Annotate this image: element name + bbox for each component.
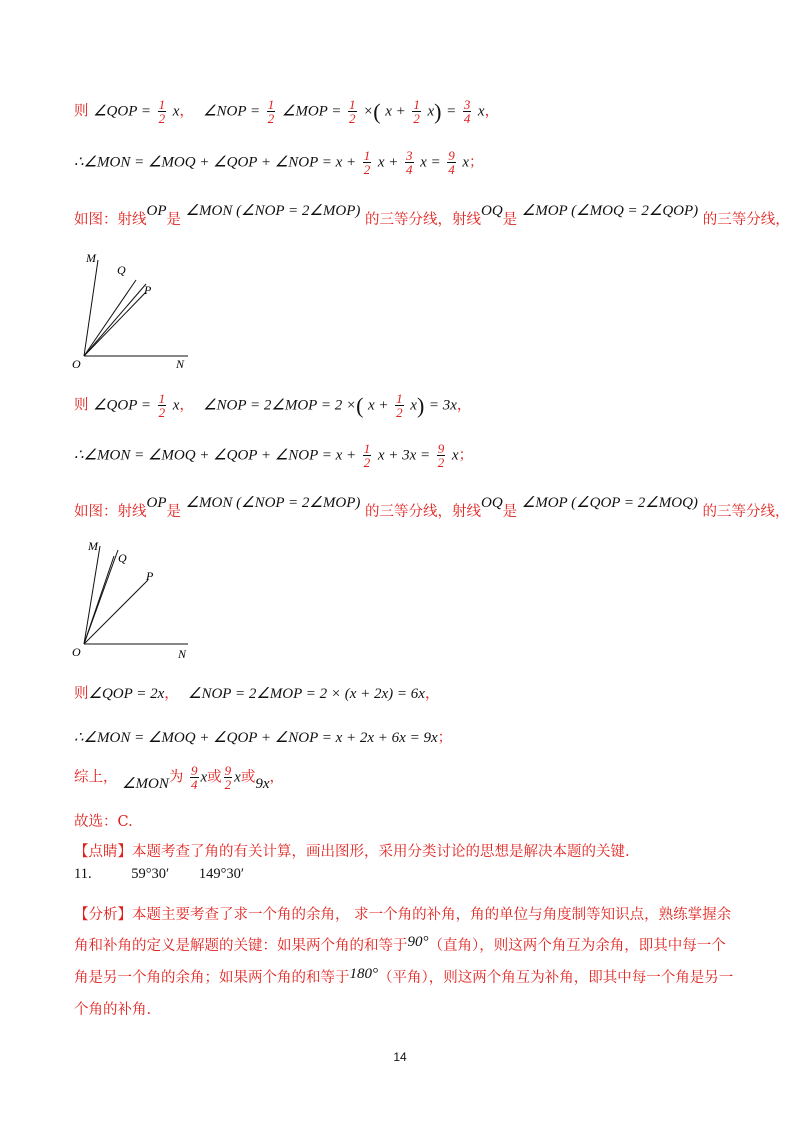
math-x: x	[172, 103, 180, 120]
label-q: Q	[117, 263, 126, 277]
math-x-plus: x + 3x =	[377, 447, 431, 464]
text-trisector-ray: 的三等分线，射线	[364, 212, 481, 228]
math-x-plus: x +	[385, 103, 406, 120]
math-3x: = 3x	[428, 397, 457, 414]
math-x: x	[451, 447, 459, 464]
text-ray-intro: 如图：射线	[74, 504, 147, 520]
solution-line-9	[74, 764, 284, 791]
math-condition-2: ∠MOP (∠MOQ = 2∠QOP)	[521, 203, 699, 219]
text-comma: ，	[269, 769, 285, 786]
fraction-half: $\frac{1}{2}$	[363, 441, 371, 470]
text-comment: 【点睛】本题考查了角的有关计算，画出图形，采用分类讨论的思想是解决本题的关键.	[74, 844, 630, 860]
text-analysis: 角是另一个角的余角；如果两个角的和等于	[74, 970, 350, 986]
solution-line-7	[74, 682, 439, 703]
text-analysis: 个角的补角.	[74, 1002, 152, 1018]
text-comma: ，	[179, 103, 194, 120]
question-11-answers	[74, 866, 244, 883]
math-x: x	[462, 154, 470, 171]
label-m: M	[88, 539, 98, 553]
text-analysis: 【分析】本题主要考查了求一个角的余角， 求一个角的补角，角的单位与角度制等知识点，熟练掌握余	[74, 907, 732, 923]
text-shi: 是	[166, 504, 181, 520]
ray-om	[84, 546, 100, 644]
fraction-half: $\frac{1}{2}$	[158, 97, 166, 126]
math-90-deg: 90°	[407, 934, 429, 950]
fraction-half: $\frac{1}{2}$	[413, 97, 420, 126]
text-analysis: （平角），则这两个角互为补角，即其中每一个角是另一	[378, 970, 734, 986]
label-q: Q	[118, 551, 127, 565]
analysis-line-1	[74, 903, 731, 924]
math-x-plus: x +	[368, 397, 389, 414]
text-ze: 则	[74, 103, 89, 120]
fraction-nine-quarters: $\frac{9}{4}$	[448, 148, 455, 177]
text-trisector-ray: 的三等分线，射线	[364, 504, 481, 520]
answer-choice	[74, 810, 133, 831]
answer-1: 59°30′	[131, 866, 170, 882]
solution-line-1: 则 ∠QOP = $\frac{1}{2}$ x， ∠NOP = $\frac{1}{2}$ ∠MOP = $\frac{1}{2}$ ×( x + $\frac{1}{2}$ x) = $\frac{3}{4}$ x，	[74, 97, 500, 126]
math-eq: =	[446, 103, 457, 120]
math-mon-sum: ∴∠MON = ∠MOQ + ∠QOP + ∠NOP = x +	[74, 447, 357, 464]
label-n: N	[176, 357, 185, 371]
text-or: 或	[207, 769, 222, 786]
angle-figure-2	[70, 536, 210, 662]
math-mop: ∠MOP =	[281, 103, 342, 120]
ray-op	[84, 580, 148, 644]
fraction-nine-quarters: $\frac{9}{4}$	[191, 763, 198, 792]
math-mon: ∠MON	[122, 775, 169, 792]
math-times: ×	[363, 103, 374, 120]
math-condition-2: ∠MOP (∠QOP = 2∠MOQ)	[521, 495, 698, 511]
ray-oq	[84, 280, 136, 356]
math-x: x	[200, 769, 208, 786]
angle-figure-1	[70, 248, 210, 374]
label-n: N	[178, 647, 187, 661]
fraction-three-quarters: $\frac{3}{4}$	[463, 97, 471, 126]
text-trisector: 的三等分线，	[702, 212, 790, 228]
math-x-plus: x +	[377, 154, 399, 171]
math-x: x	[234, 769, 241, 786]
solution-line-2	[74, 149, 484, 176]
text-ze: 则	[74, 686, 89, 702]
label-p: P	[146, 569, 154, 583]
fraction-half: $\frac{1}{2}$	[349, 97, 356, 126]
fraction-half: $\frac{1}{2}$	[158, 391, 166, 420]
comment-line	[74, 840, 630, 861]
math-nop: ∠NOP =	[203, 103, 261, 120]
math-qop: ∠QOP =	[93, 397, 151, 414]
math-x-eq: x =	[420, 154, 441, 171]
text-shi: 是	[502, 212, 518, 228]
label-o: O	[72, 357, 81, 371]
solution-line-6	[74, 495, 790, 521]
text-analysis: （直角），则这两个角互为余角，即其中每一个	[428, 938, 726, 954]
math-x: x	[410, 397, 417, 414]
page-number: 14	[393, 1050, 407, 1064]
fraction-half: $\frac{1}{2}$	[267, 97, 275, 126]
text-in-summary: 综上，	[74, 769, 118, 786]
math-condition-1: ∠MON (∠NOP = 2∠MOP)	[185, 495, 361, 511]
text-comma: ，	[179, 397, 194, 414]
text-ray-intro: 如图：射线	[74, 212, 147, 228]
math-oq: OQ	[480, 203, 503, 219]
math-condition-1: ∠MON (∠NOP = 2∠MOP)	[185, 203, 361, 219]
fraction-nine-halves: $\frac{9}{2}$	[224, 763, 232, 792]
math-mon-sum: ∴∠MON = ∠MOQ + ∠QOP + ∠NOP = x + 2x + 6x = 9x	[74, 730, 438, 746]
text-ze: 则	[74, 397, 89, 414]
math-x: x	[477, 103, 485, 120]
math-nop: ∠NOP = 2∠MOP = 2 × (x + 2x) = 6x	[188, 686, 425, 702]
math-op: OP	[146, 203, 167, 219]
math-qop: ∠QOP = 2x	[88, 686, 165, 702]
text-semicolon: ；	[469, 154, 484, 171]
analysis-line-4	[74, 998, 151, 1019]
solution-line-8	[74, 726, 452, 747]
fraction-three-quarters: $\frac{3}{4}$	[406, 148, 413, 177]
ray-oq-2	[84, 550, 118, 644]
analysis-line-3	[74, 966, 733, 987]
math-op: OP	[146, 495, 167, 511]
answer-2: 149°30′	[198, 866, 245, 882]
math-nop: ∠NOP = 2∠MOP = 2 ×	[203, 397, 357, 414]
solution-line-4: 则 ∠QOP = $\frac{1}{2}$ x， ∠NOP = 2∠MOP = 2 ×( x + $\frac{1}{2}$ x) = 3x，	[74, 391, 472, 420]
math-x: x	[172, 397, 180, 414]
text-shi: 是	[502, 504, 518, 520]
text-shi: 是	[166, 212, 181, 228]
text-analysis: 角和补角的定义是解题的关键：如果两个角的和等于	[74, 938, 408, 954]
text-semicolon: ；	[437, 730, 453, 746]
analysis-line-2	[74, 934, 726, 955]
ray-op	[84, 292, 146, 356]
label-o: O	[72, 645, 81, 659]
text-comma: ，	[484, 103, 500, 120]
fraction-nine-halves: $\frac{9}{2}$	[437, 441, 445, 470]
math-9x: 9x	[255, 775, 270, 792]
math-oq: OQ	[480, 495, 503, 511]
math-180-deg: 180°	[349, 966, 378, 982]
label-m: M	[86, 251, 96, 265]
label-p: P	[144, 283, 152, 297]
solution-line-3	[74, 203, 790, 229]
question-number: 11.	[74, 866, 92, 882]
math-mon-sum: ∴∠MON = ∠MOQ + ∠QOP + ∠NOP = x +	[74, 154, 357, 171]
math-qop: ∠QOP =	[93, 103, 151, 120]
text-comma: ，	[424, 686, 440, 702]
text-wei: 为	[168, 769, 184, 786]
text-semicolon: ；	[458, 447, 474, 464]
fraction-half: $\frac{1}{2}$	[396, 391, 403, 420]
text-comma: ，	[456, 397, 472, 414]
solution-line-5	[74, 442, 473, 469]
text-comma: ，	[164, 686, 179, 702]
math-x: x	[427, 103, 435, 120]
text-trisector: 的三等分线，	[702, 504, 790, 520]
fraction-half: $\frac{1}{2}$	[363, 148, 371, 177]
text-answer: 故选：C.	[74, 814, 133, 830]
text-or: 或	[240, 769, 256, 786]
